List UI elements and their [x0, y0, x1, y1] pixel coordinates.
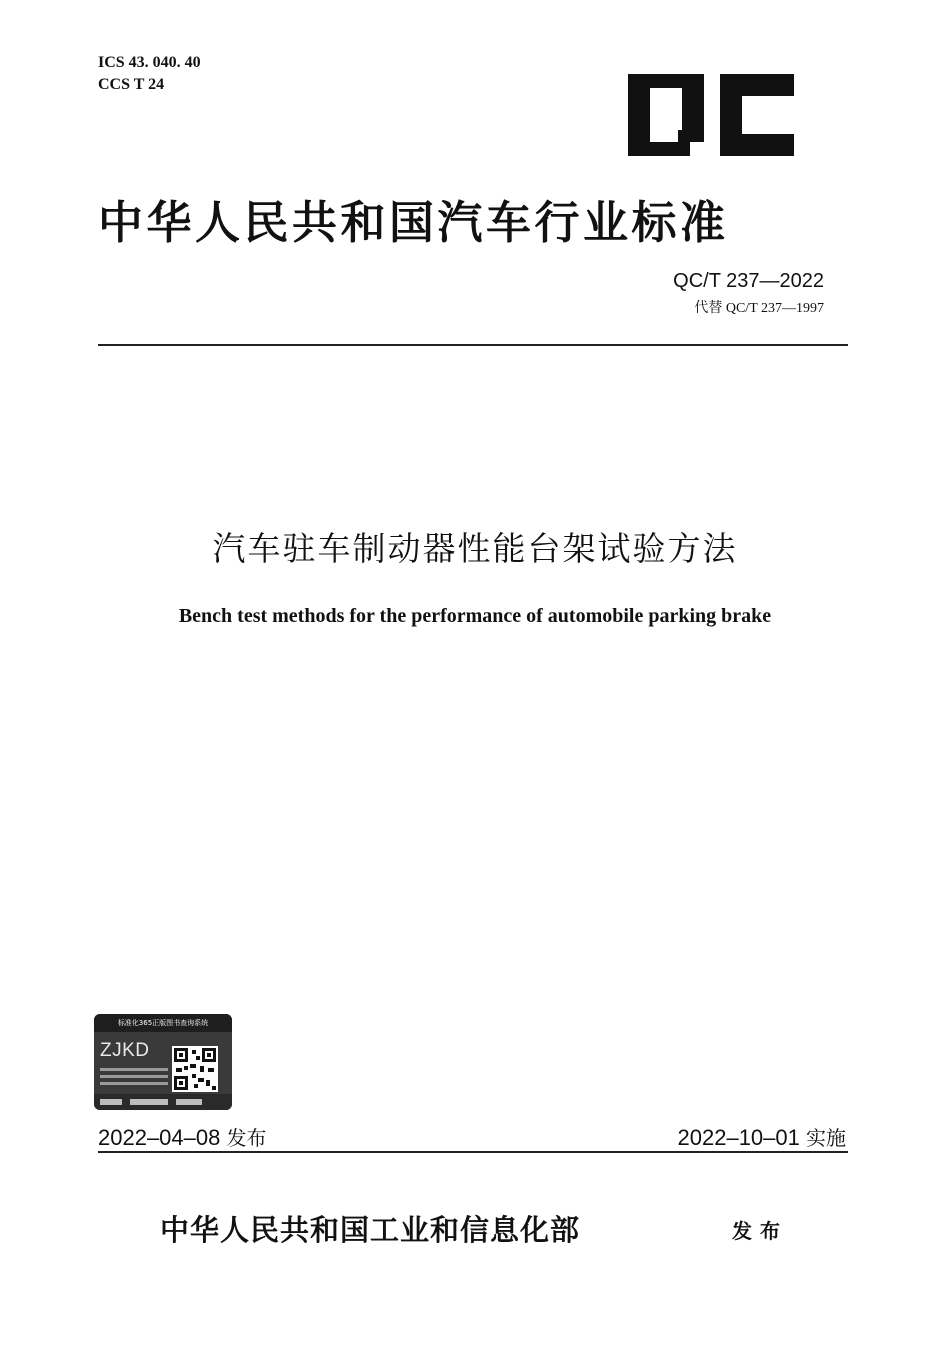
stamp-header: 标准化365正版图书查询系统	[94, 1014, 232, 1032]
issuing-verb: 发布	[732, 1219, 788, 1243]
standard-number: QC/T 237—2022	[673, 270, 824, 292]
industry-standard-heading: 中华人民共和国汽车行业标准	[98, 196, 729, 249]
title-chinese: 汽车驻车制动器性能台架试验方法	[212, 529, 738, 568]
title-english: Bench test methods for the performance of automobile parking brake	[178, 605, 772, 627]
qr-code-icon	[172, 1046, 218, 1092]
ccs-code: CCS T 24	[98, 76, 165, 93]
bottom-divider	[98, 1151, 848, 1153]
classification-codes	[98, 52, 201, 96]
implementation-date-value: 2022–10–01	[677, 1125, 800, 1150]
implementation-date-label: 实施	[806, 1126, 846, 1150]
issue-date-label: 发布	[226, 1126, 267, 1150]
stamp-text-lines	[100, 1068, 168, 1089]
top-divider	[98, 344, 848, 346]
issue-date-value: 2022–04–08	[98, 1125, 221, 1150]
qc-logo	[628, 74, 794, 156]
verification-stamp	[94, 1014, 232, 1110]
issuing-authority: 中华人民共和国工业和信息化部	[160, 1213, 581, 1247]
stamp-footer	[94, 1094, 232, 1110]
replaces-note: 代替 QC/T 237—1997	[694, 301, 824, 316]
stamp-logo: ZJKD	[100, 1040, 150, 1061]
ics-code: ICS 43. 040. 40	[98, 54, 201, 71]
issue-date	[98, 1122, 266, 1151]
implementation-date	[678, 1122, 846, 1151]
